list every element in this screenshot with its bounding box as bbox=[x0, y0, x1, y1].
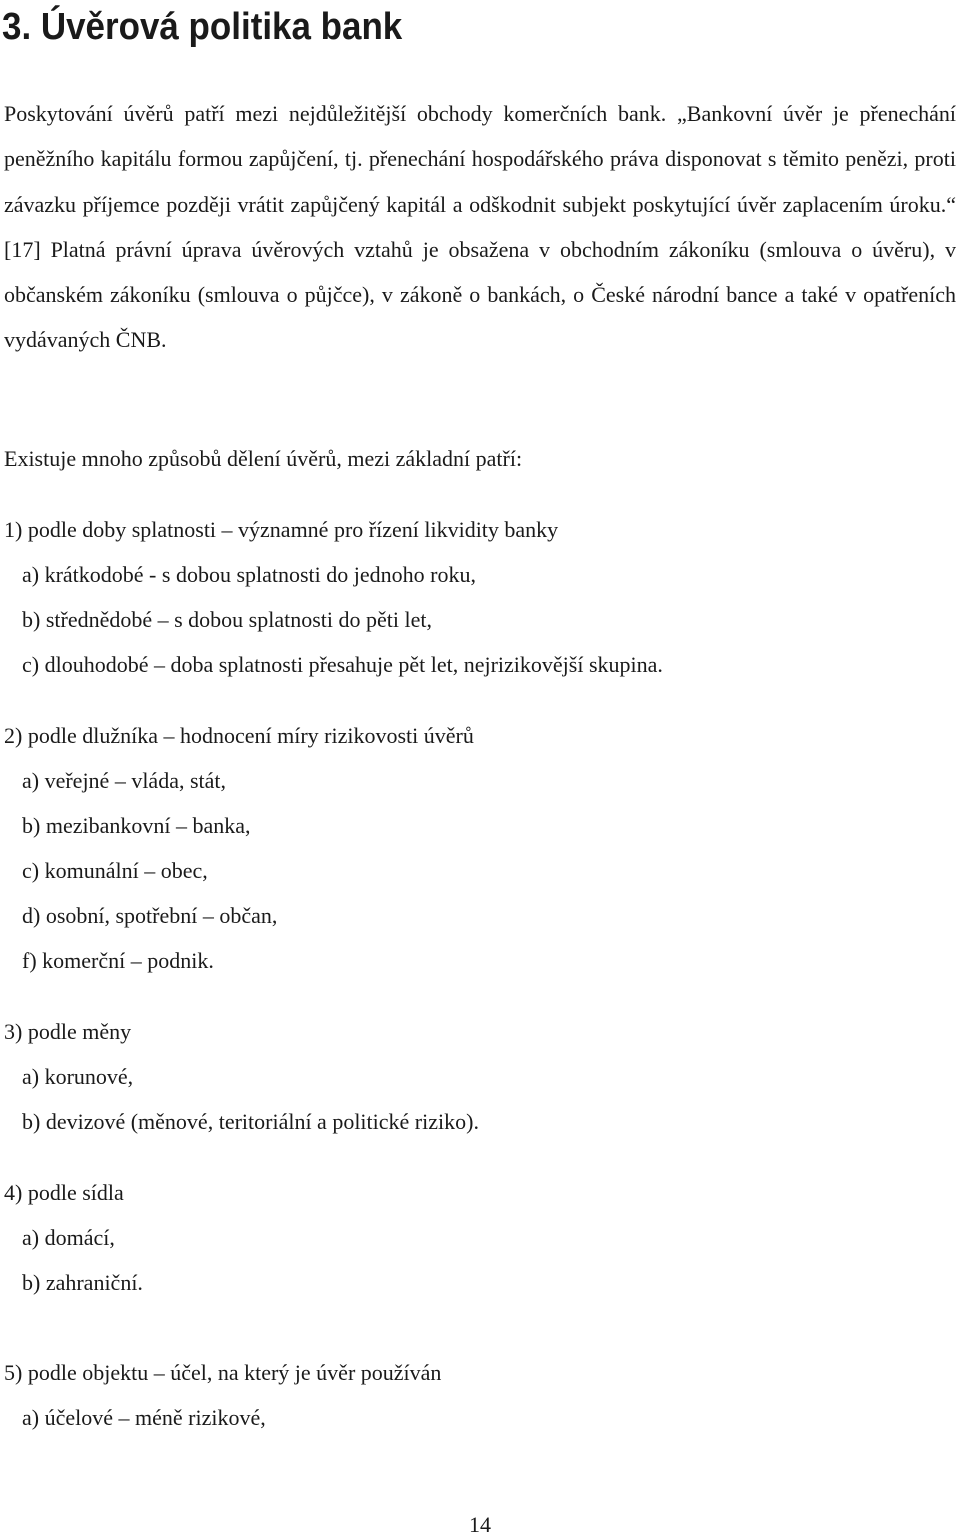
division-intro: Existuje mnoho způsobů dělení úvěrů, mezi základní patří: bbox=[4, 446, 523, 471]
section-heading: 3. Úvěrová politika bank bbox=[2, 6, 403, 48]
list-item: b) zahraniční. bbox=[22, 1270, 143, 1295]
list-item: a) korunové, bbox=[22, 1064, 134, 1089]
list-item: b) devizové (měnové, teritoriální a politické riziko). bbox=[22, 1109, 479, 1134]
group-title: 4) podle sídla bbox=[4, 1180, 124, 1205]
list-item: b) střednědobé – s dobou splatnosti do pěti let, bbox=[22, 607, 432, 632]
group-title: 1) podle doby splatnosti – významné pro řízení likvidity banky bbox=[4, 517, 559, 542]
list-item: a) veřejné – vláda, stát, bbox=[22, 768, 227, 793]
list-item: c) dlouhodobé – doba splatnosti přesahuje pět let, nejrizikovější skupina. bbox=[22, 652, 663, 677]
list-item: a) domácí, bbox=[22, 1225, 115, 1250]
list-item: a) účelové – méně rizikové, bbox=[22, 1405, 266, 1430]
list-item: c) komunální – obec, bbox=[22, 858, 208, 883]
list-item: d) osobní, spotřební – občan, bbox=[22, 903, 278, 928]
page-number: 14 bbox=[469, 1512, 491, 1537]
list-item: a) krátkodobé - s dobou splatnosti do jednoho roku, bbox=[22, 562, 476, 587]
group-title: 5) podle objektu – účel, na který je úvěr používán bbox=[4, 1360, 442, 1385]
intro-paragraph: Poskytování úvěrů patří mezi nejdůležitější obchody komerčních bank. „Bankovní úvěr je přenechání peněžního kapitálu formou zapůjčení, tj. přenechání hospodářského práva disponovat s těmito penězi, proti závazku příjemce později vrátit zapůjčený kapitál a odškodnit subjekt poskytující úvěr zaplacením úroku.“ [17] Platná právní úprava úvěrových vztahů je obsažena v obchodním zákoníku (smlouva o úvěru), v občanském zákoníku (smlouva o půjčce), v zákoně o bankách, o České národní bance a také v opatřeních vydávaných ČNB. bbox=[4, 101, 956, 353]
group-title: 3) podle měny bbox=[4, 1019, 132, 1044]
group-title: 2) podle dlužníka – hodnocení míry rizikovosti úvěrů bbox=[4, 723, 474, 748]
list-item: f) komerční – podnik. bbox=[22, 948, 214, 973]
list-item: b) mezibankovní – banka, bbox=[22, 813, 251, 838]
